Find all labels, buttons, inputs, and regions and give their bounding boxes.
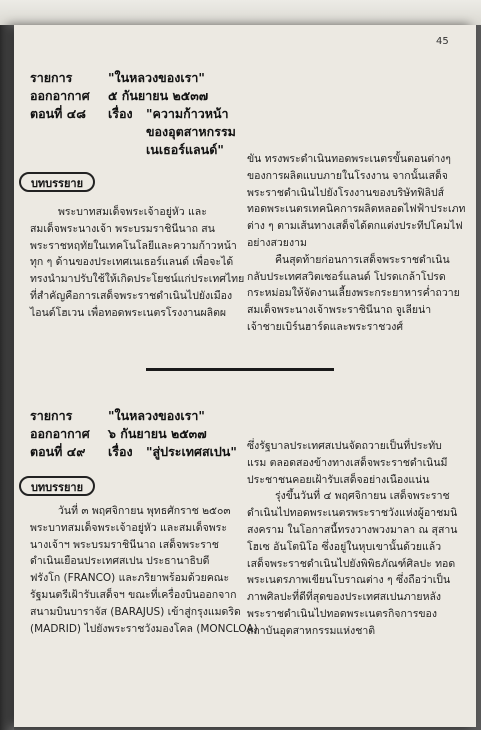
page-number: 45 bbox=[436, 36, 449, 47]
text-line: สถาบันอุตสาหกรรมแห่งชาติ bbox=[247, 624, 376, 637]
subject-line-2: ของอุตสาหกรรม bbox=[146, 124, 236, 139]
text-line: สมเด็จพระนางเจ้าพระราชินีนาถ จูเลียน่า bbox=[247, 304, 432, 317]
subject-line-1: "สู่ประเทศสเปน" bbox=[146, 444, 237, 459]
text-line: เจ้าชายเบิร์นฮาร์ดและพระราชวงศ์ bbox=[247, 320, 404, 333]
subject-line-1: "ความก้าวหน้า bbox=[146, 106, 229, 121]
text-line: ทุก ๆ ด้านของประเทศเนเธอร์แลนด์ เพื่อจะได้ bbox=[30, 256, 234, 269]
section-divider bbox=[146, 368, 334, 371]
text-line: กลับประเทศสวิตเซอร์แลนด์ โปรดเกล้าโปรด bbox=[247, 270, 446, 283]
episode-49-left-column bbox=[30, 503, 258, 637]
narration-badge: บทบรรยาย bbox=[19, 476, 95, 496]
episode-49-right-column bbox=[247, 438, 458, 640]
text-line: ภาพศิลปะที่ดีที่สุดของประเทศสเปนภายหลัง bbox=[247, 591, 442, 604]
text-line: ต่าง ๆ ตามเส้นทางเสด็จได้ตกแต่งประทีปโคมไฟ bbox=[247, 220, 463, 233]
text-line: อย่างสวยงาม bbox=[247, 236, 307, 249]
subject-line-3: เนเธอร์แลนด์" bbox=[146, 142, 224, 157]
text-line: พระเนตรภาพเขียนโบราณต่าง ๆ ซึ่งถือว่าเป็น bbox=[247, 574, 451, 587]
narration-badge: บทบรรยาย bbox=[19, 172, 95, 192]
text-line: สมเด็จพระนางเจ้า พระบรมราชินีนาถ สน bbox=[30, 222, 215, 235]
text-line: ทอดพระเนตรเทคนิคการผลิตหลอดไฟฟ้าประเภท bbox=[247, 203, 466, 216]
text-line: (MADRID) ไปยังพระราชวังมองโคล (MONCLOA) bbox=[30, 622, 258, 635]
episode-label: ตอนที่ ๔๙ bbox=[30, 444, 86, 459]
text-line: พระราชดำเนินไปยังโรงงานของบริษัทฟิลิปส์ bbox=[247, 186, 445, 199]
episode-48-right-column bbox=[247, 151, 466, 336]
text-line: นางเจ้าฯ พระบรมราชินีนาถ เสด็จพระราช bbox=[30, 538, 219, 551]
program-label: รายการ bbox=[30, 408, 73, 423]
text-line: ทรงนำมาปรับใช้ให้เกิดประโยชน์แก่ประเทศไทย bbox=[30, 273, 245, 286]
program-value: "ในหลวงของเรา" bbox=[108, 408, 205, 423]
text-line: รุ่งขึ้นวันที่ ๔ พฤศจิกายน เสด็จพระราช bbox=[275, 490, 450, 503]
text-line: สงคราม ในโอกาสนี้ทรงวางพวงมาลา ณ สุสาน bbox=[247, 523, 458, 536]
broadcast-label: ออกอากาศ bbox=[30, 88, 90, 103]
text-line: ดำเนินไปทอดพระเนตรพระราชวังแห่งผู้อาชมนิ bbox=[247, 507, 458, 520]
broadcast-date: ๕ กันยายน ๒๕๓๗ bbox=[108, 88, 209, 103]
text-line: ที่สำคัญคือการเสด็จพระราชดำเนินไปยังเมือง bbox=[30, 289, 233, 302]
broadcast-label: ออกอากาศ bbox=[30, 426, 90, 441]
text-line: สนามบินบาราจัส (BARAJUS) เข้าสู่กรุงแมดริด bbox=[30, 605, 241, 618]
text-line: ของการผลิตแบบภายในโรงงาน จากนั้นเสด็จ bbox=[247, 169, 448, 182]
text-line: กระหม่อมให้จัดงานเลี้ยงพระกระยาหารค่ำถวาย bbox=[247, 287, 460, 300]
subject-label: เรื่อง bbox=[108, 106, 133, 121]
program-label: รายการ bbox=[30, 70, 73, 85]
text-line: ดำเนินเยือนประเทศสเปน ประธานาธิบดี bbox=[30, 555, 210, 568]
text-line: ฟรังโก (FRANCO) และภริยาพร้อมด้วยคณะ bbox=[30, 572, 230, 585]
subject-label: เรื่อง bbox=[108, 444, 133, 459]
text-line: โฮเซ อันโตนิโอ ซึ่งอยู่ในหุบเขานั้นด้วยแล้ว bbox=[247, 540, 442, 553]
text-line: ซึ่งรัฐบาลประเทศสเปนจัดถวายเป็นที่ประทับ bbox=[247, 440, 442, 452]
text-line: พระบาทสมเด็จพระเจ้าอยู่หัว และสมเด็จพระ bbox=[30, 521, 227, 534]
text-line: คืนสุดท้ายก่อนการเสด็จพระราชดำเนิน bbox=[275, 253, 450, 266]
text-line: ขัน ทรงพระดำเนินทอดพระเนตรขั้นตอนต่างๆ bbox=[247, 153, 451, 165]
episode-label: ตอนที่ ๔๘ bbox=[30, 106, 86, 121]
episode-48-header bbox=[30, 70, 236, 160]
text-line: เสด็จพระราชดำเนินไปยังพิพิธภัณฑ์ศิลปะ ทอด bbox=[247, 557, 456, 570]
text-line: พระบาทสมเด็จพระเจ้าอยู่หัว และ bbox=[58, 206, 207, 218]
page-top-margin bbox=[0, 0, 481, 25]
episode-49-header bbox=[30, 408, 250, 464]
text-line: แรม ตลอดสองข้างทางเสด็จพระราชดำเนินมี bbox=[247, 456, 448, 469]
text-line: ประชาชนคอยเฝ้ารับเสด็จอย่างเนืองแน่น bbox=[247, 473, 430, 486]
text-line: ไอนด์โฮเวน เพื่อทอดพระเนตรโรงงานผลิตผ bbox=[30, 306, 227, 319]
episode-48-left-column bbox=[30, 204, 245, 322]
book-spine bbox=[0, 25, 14, 730]
broadcast-date: ๖ กันยายน ๒๕๓๗ bbox=[108, 426, 207, 441]
text-line: วันที่ ๓ พฤศจิกายน พุทธศักราช ๒๕๐๓ bbox=[58, 505, 231, 517]
text-line: พระราชดำเนินไปทอดพระเนตรกิจการของ bbox=[247, 607, 437, 620]
text-line: พระราชหฤทัยในเทคโนโลยีและความก้าวหน้า bbox=[30, 239, 237, 252]
text-line: รัฐมนตรีเฝ้ารับเสด็จฯ ขณะที่เครื่องบินออกจาก bbox=[30, 588, 237, 601]
program-value: "ในหลวงของเรา" bbox=[108, 70, 205, 85]
